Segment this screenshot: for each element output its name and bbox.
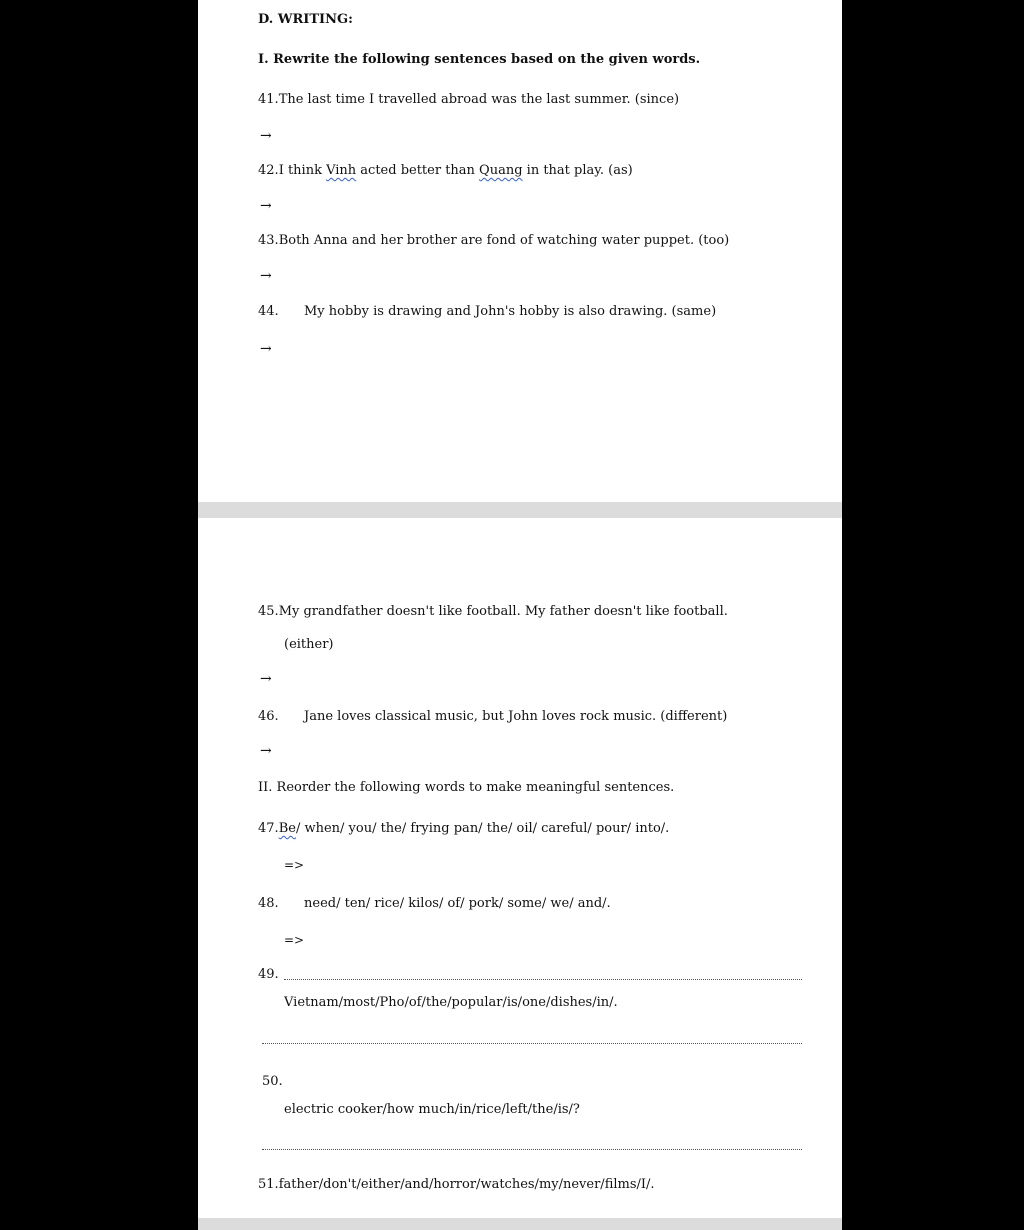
page-gap — [198, 502, 842, 518]
answer-arrow-43: → — [260, 268, 272, 284]
question-number: 43. — [258, 233, 279, 248]
question-50-number: 50. — [262, 1074, 283, 1089]
question-44 — [258, 303, 716, 321]
question-text-pre: I think — [278, 163, 327, 178]
answer-dotted-line — [262, 1149, 802, 1150]
document-page-1 — [198, 0, 842, 502]
question-text-mid: acted better than — [356, 163, 480, 178]
page-gap-bottom — [198, 1218, 842, 1230]
answer-arrow-46: → — [260, 743, 272, 759]
spellcheck-name-vinh: Vinh — [326, 163, 357, 178]
answer-dotted-line — [284, 979, 802, 980]
question-number: 48. — [258, 896, 279, 911]
spellcheck-word-be: Be — [278, 821, 296, 836]
part2-title: II. Reorder the following words to make meaningful sentences. — [258, 780, 675, 795]
question-49-number: 49. — [258, 967, 279, 982]
question-text: need/ ten/ rice/ kilos/ of/ pork/ some/ we/ and/. — [304, 896, 611, 911]
question-41 — [258, 91, 679, 109]
answer-arrow-45: → — [260, 671, 272, 687]
question-45 — [258, 603, 728, 621]
question-42 — [258, 162, 633, 180]
question-text-post: in that play. (as) — [522, 163, 633, 178]
question-49-text: Vietnam/most/Pho/of/the/popular/is/one/dishes/in/. — [284, 995, 618, 1010]
question-number: 42. — [258, 163, 279, 178]
question-text: / when/ you/ the/ frying pan/ the/ oil/ careful/ pour/ into/. — [295, 821, 670, 836]
answer-arrow-44: → — [260, 341, 272, 357]
section-title: D. WRITING: — [258, 12, 353, 27]
question-51 — [258, 1176, 655, 1194]
answer-arrow-42: → — [260, 198, 272, 214]
question-text: The last time I travelled abroad was the last summer. (since) — [278, 92, 680, 107]
question-text: father/don't/either/and/horror/watches/my/never/films/I/. — [278, 1177, 655, 1192]
answer-dotted-line — [262, 1043, 802, 1044]
answer-marker-47: => — [284, 858, 305, 872]
answer-arrow-41: → — [260, 128, 272, 144]
question-50-text: electric cooker/how much/in/rice/left/the/is/? — [284, 1102, 580, 1117]
question-number: 41. — [258, 92, 279, 107]
question-43 — [258, 232, 729, 250]
question-45-continuation: (either) — [284, 637, 334, 652]
question-48 — [258, 895, 611, 913]
spellcheck-name-quang: Quang — [479, 163, 523, 178]
question-47 — [258, 820, 669, 838]
question-text: My hobby is drawing and John's hobby is also drawing. (same) — [304, 304, 717, 319]
answer-marker-48: => — [284, 933, 305, 947]
part1-title: I. Rewrite the following sentences based on the given words. — [258, 52, 701, 67]
question-number: 47. — [258, 821, 279, 836]
question-number: 44. — [258, 304, 279, 319]
question-text: Jane loves classical music, but John loves rock music. (different) — [304, 709, 728, 724]
question-number: 46. — [258, 709, 279, 724]
question-text: My grandfather doesn't like football. My father doesn't like football. — [278, 604, 728, 619]
question-number: 51. — [258, 1177, 279, 1192]
question-46 — [258, 708, 727, 726]
question-text: Both Anna and her brother are fond of watching water puppet. (too) — [278, 233, 730, 248]
question-number: 45. — [258, 604, 279, 619]
